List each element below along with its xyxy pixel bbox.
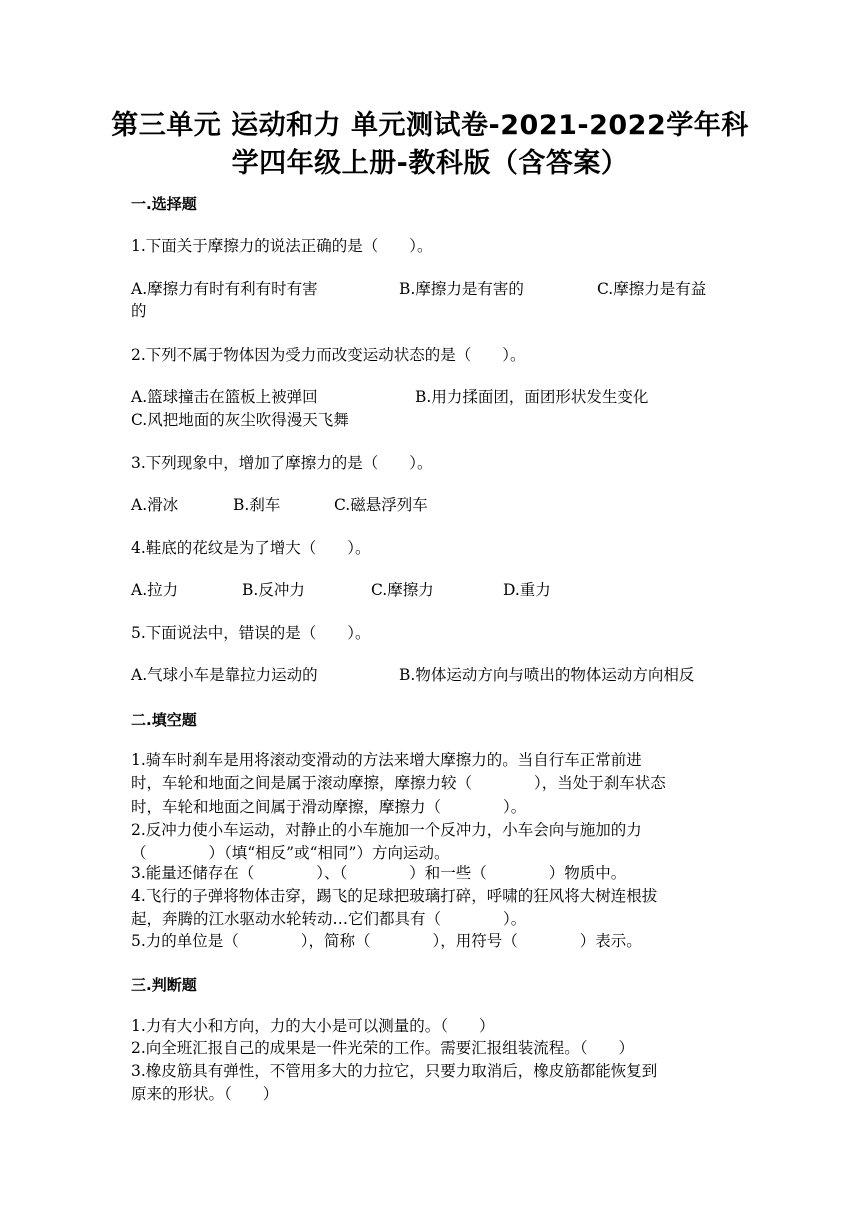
option-b: B.反冲力 [242,581,305,599]
document-title-line-2: 学四年级上册-教科版（含答案） [231,148,629,179]
question-stem: 4.鞋底的花纹是为了增大（ ）。 [131,539,371,557]
option-b: B.刹车 [233,496,281,514]
judge-line: 原来的形状。（ ） [131,1085,279,1103]
option-a: A.篮球撞击在篮板上被弹回 [131,388,318,406]
option-a: A.气球小车是靠拉力运动的 [131,666,318,684]
option-a: A.滑冰 [131,496,179,514]
question-stem: 3.下列现象中，增加了摩擦力的是（ ）。 [131,454,433,472]
option-a: A.摩擦力有时有利有时有害 [131,280,318,298]
option-c: C.风把地面的灰尘吹得漫天飞舞 [131,411,349,429]
fill-line: （ ）（填“相反”或“相同”）方向运动。 [131,844,450,862]
question-stem: 2.下列不属于物体因为受力而改变运动状态的是（ ）。 [131,346,526,364]
option-a: A.拉力 [131,581,179,599]
option-c: C.摩擦力 [371,581,434,599]
fill-line: 时，车轮和地面之间属于滑动摩擦，摩擦力（ ）。 [131,798,527,816]
option-d: D.重力 [503,581,551,599]
option-c-continued: 的 [131,302,147,320]
fill-line: 时，车轮和地面之间是属于滚动摩擦，摩擦力较（ ），当处于刹车状态 [131,774,666,792]
section-heading-judge: 三.判断题 [131,976,197,994]
fill-line: 3.能量还储存在（ ）、（ ）和一些（ ）物质中。 [131,864,627,882]
judge-line: 1.力有大小和方向，力的大小是可以测量的。（ ） [131,1017,495,1035]
section-heading-choice: 一.选择题 [131,195,197,213]
option-c: C.磁悬浮列车 [334,496,428,514]
document-title-line-1: 第三单元 运动和力 单元测试卷-2021-2022学年科 [111,110,749,141]
option-b: B.物体运动方向与喷出的物体运动方向相反 [399,666,695,684]
fill-line: 4.飞行的子弹将物体击穿，踢飞的足球把玻璃打碎，呼啸的狂风将大树连根拔 [131,887,658,905]
fill-line: 2.反冲力使小车运动，对静止的小车施加一个反冲力，小车会向与施加的力 [131,821,642,839]
option-b: B.用力揉面团，面团形状发生变化 [415,388,649,406]
judge-line: 3.橡皮筋具有弹性，不管用多大的力拉它，只要力取消后，橡皮筋都能恢复到 [131,1062,658,1080]
fill-line: 5.力的单位是（ ），简称（ ），用符号（ ）表示。 [131,932,642,950]
judge-line: 2.向全班汇报自己的成果是一件光荣的工作。需要汇报组装流程。（ ） [131,1039,635,1057]
option-b: B.摩擦力是有害的 [399,280,524,298]
fill-line: 1.骑车时刹车是用将滚动变滑动的方法来增大摩擦力的。当自行车正常前进 [131,751,642,769]
section-heading-fill: 二.填空题 [131,711,197,729]
option-c: C.摩擦力是有益 [597,280,707,298]
question-stem: 5.下面说法中，错误的是（ ）。 [131,624,371,642]
fill-line: 起，奔腾的江水驱动水轮转动…它们都具有（ ）。 [131,910,527,928]
question-stem: 1.下面关于摩擦力的说法正确的是（ ）。 [131,237,433,255]
